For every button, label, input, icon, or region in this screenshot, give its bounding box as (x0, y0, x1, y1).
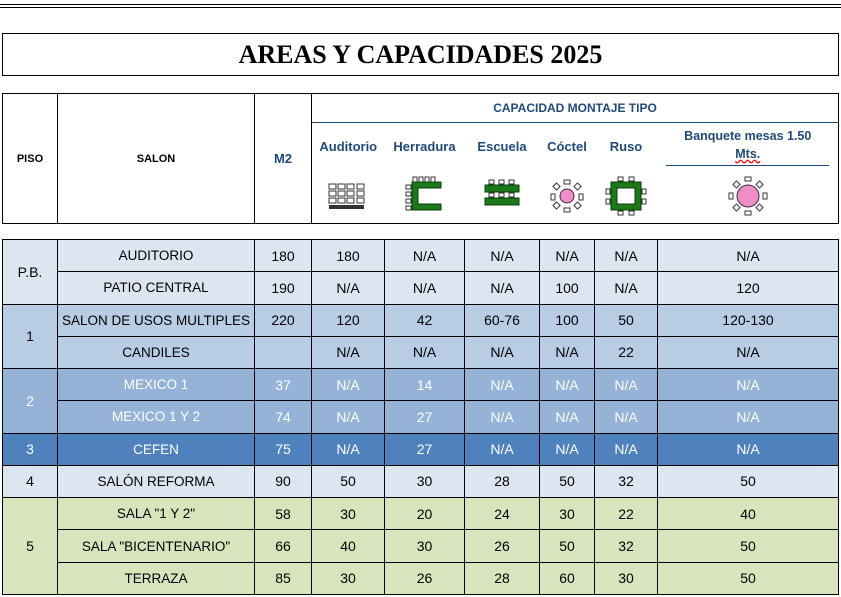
auditorio-cell: N/A (312, 272, 385, 304)
salon-cell: MEXICO 1 (58, 369, 255, 401)
herradura-cell: 26 (385, 562, 465, 594)
auditorio-cell: N/A (312, 369, 385, 401)
escuela-cell: 28 (465, 465, 540, 497)
salon-cell: SALA "1 Y 2" (58, 498, 255, 530)
auditorio-cell: 30 (312, 498, 385, 530)
table-row (3, 304, 839, 336)
escuela-cell: 24 (465, 498, 540, 530)
salon-cell: CEFEN (58, 433, 255, 465)
ruso-cell: N/A (595, 272, 658, 304)
coctel-cell: 30 (540, 498, 595, 530)
table-row (3, 498, 839, 530)
escuela-header: Escuela (477, 138, 527, 154)
banquete-cell: N/A (658, 336, 839, 368)
coctel-cell: 50 (540, 465, 595, 497)
ruso-cell: N/A (595, 240, 658, 272)
ruso-cell: 32 (595, 530, 658, 562)
m2-cell: 190 (255, 272, 312, 304)
m2-cell: 74 (255, 401, 312, 433)
m2-header: M2 (255, 94, 312, 224)
m2-cell: 37 (255, 369, 312, 401)
auditorio-header: Auditorio (319, 138, 378, 154)
top-rule (0, 7, 841, 8)
escuela-cell: N/A (465, 240, 540, 272)
table-row (3, 562, 839, 594)
banquete-header (658, 123, 839, 170)
coctel-cell: 50 (540, 530, 595, 562)
banquete-header-line1: Banquete mesas 1.50 (684, 128, 812, 143)
banquete-cell: 120-130 (658, 304, 839, 336)
salon-cell: MEXICO 1 Y 2 (58, 401, 255, 433)
escuela-cell: N/A (465, 433, 540, 465)
banquete-cell: 50 (658, 562, 839, 594)
auditorio-layout-icon (312, 169, 385, 224)
banquete-cell: N/A (658, 401, 839, 433)
table-row (3, 465, 839, 497)
coctel-header: Cóctel (547, 138, 587, 154)
table-row (3, 336, 839, 368)
herradura-cell: 27 (385, 433, 465, 465)
ruso-header: Ruso (609, 138, 643, 154)
m2-cell: 58 (255, 498, 312, 530)
escuela-cell: N/A (465, 369, 540, 401)
table-row (3, 530, 839, 562)
capacity-table (2, 239, 839, 595)
herradura-cell: 30 (385, 465, 465, 497)
piso-header: PISO (3, 94, 58, 224)
ruso-cell: 22 (595, 498, 658, 530)
herradura-cell: 30 (385, 530, 465, 562)
coctel-cell: N/A (540, 369, 595, 401)
auditorio-cell: 180 (312, 240, 385, 272)
herradura-cell: 20 (385, 498, 465, 530)
coctel-cell: 100 (540, 304, 595, 336)
salon-cell: AUDITORIO (58, 240, 255, 272)
banquete-cell: N/A (658, 369, 839, 401)
salon-cell: TERRAZA (58, 562, 255, 594)
escuela-cell: 60-76 (465, 304, 540, 336)
coctel-cell: N/A (540, 401, 595, 433)
table-row (3, 240, 839, 272)
ruso-cell: N/A (595, 433, 658, 465)
coctel-cell: 60 (540, 562, 595, 594)
piso-cell: 4 (3, 465, 58, 497)
m2-cell: 66 (255, 530, 312, 562)
banquete-layout-icon (658, 169, 839, 224)
page-title: AREAS Y CAPACIDADES 2025 (2, 33, 839, 76)
herradura-cell: N/A (385, 336, 465, 368)
coctel-cell: N/A (540, 433, 595, 465)
escuela-cell: N/A (465, 272, 540, 304)
auditorio-cell: 40 (312, 530, 385, 562)
banquete-cell: 50 (658, 530, 839, 562)
coctel-cell: N/A (540, 240, 595, 272)
table-header (2, 93, 839, 223)
salon-cell: CANDILES (58, 336, 255, 368)
table-row (3, 272, 839, 304)
banquete-header-line2: Mts. (735, 146, 761, 161)
auditorio-cell: N/A (312, 336, 385, 368)
herradura-header: Herradura (393, 138, 456, 154)
m2-cell: 85 (255, 562, 312, 594)
auditorio-cell: N/A (312, 433, 385, 465)
top-rule (0, 4, 841, 5)
salon-cell: PATIO CENTRAL (58, 272, 255, 304)
herradura-cell: N/A (385, 272, 465, 304)
ruso-cell: 32 (595, 465, 658, 497)
ruso-cell: 22 (595, 336, 658, 368)
ruso-cell: N/A (595, 369, 658, 401)
ruso-cell: 30 (595, 562, 658, 594)
herradura-cell: 42 (385, 304, 465, 336)
capacidad-header: CAPACIDAD MONTAJE TIPO (312, 94, 839, 123)
piso-cell: 2 (3, 369, 58, 434)
ruso-layout-icon (595, 169, 658, 224)
herradura-cell: 14 (385, 369, 465, 401)
ruso-cell: N/A (595, 401, 658, 433)
herradura-layout-icon (385, 169, 465, 224)
m2-cell: 90 (255, 465, 312, 497)
salon-cell: SALON DE USOS MULTIPLES (58, 304, 255, 336)
escuela-cell: N/A (465, 401, 540, 433)
banquete-cell: N/A (658, 433, 839, 465)
banquete-cell: N/A (658, 240, 839, 272)
piso-cell: 3 (3, 433, 58, 465)
table-row (3, 369, 839, 401)
ruso-cell: 50 (595, 304, 658, 336)
table-row (3, 401, 839, 433)
escuela-layout-icon (465, 169, 540, 224)
m2-cell: 220 (255, 304, 312, 336)
escuela-cell: N/A (465, 336, 540, 368)
m2-cell: 75 (255, 433, 312, 465)
auditorio-cell: N/A (312, 401, 385, 433)
piso-cell: 1 (3, 304, 58, 369)
coctel-cell: 100 (540, 272, 595, 304)
auditorio-cell: 30 (312, 562, 385, 594)
piso-cell: 5 (3, 498, 58, 595)
escuela-cell: 26 (465, 530, 540, 562)
salon-header: SALON (58, 94, 255, 224)
table-row (3, 433, 839, 465)
auditorio-cell: 50 (312, 465, 385, 497)
m2-cell (255, 336, 312, 368)
m2-cell: 180 (255, 240, 312, 272)
banquete-cell: 40 (658, 498, 839, 530)
piso-cell: P.B. (3, 240, 58, 305)
herradura-cell: N/A (385, 240, 465, 272)
salon-cell: SALÓN REFORMA (58, 465, 255, 497)
coctel-layout-icon (540, 169, 595, 224)
salon-cell: SALA "BICENTENARIO" (58, 530, 255, 562)
herradura-cell: 27 (385, 401, 465, 433)
auditorio-cell: 120 (312, 304, 385, 336)
banquete-cell: 50 (658, 465, 839, 497)
coctel-cell: N/A (540, 336, 595, 368)
banquete-cell: 120 (658, 272, 839, 304)
escuela-cell: 28 (465, 562, 540, 594)
